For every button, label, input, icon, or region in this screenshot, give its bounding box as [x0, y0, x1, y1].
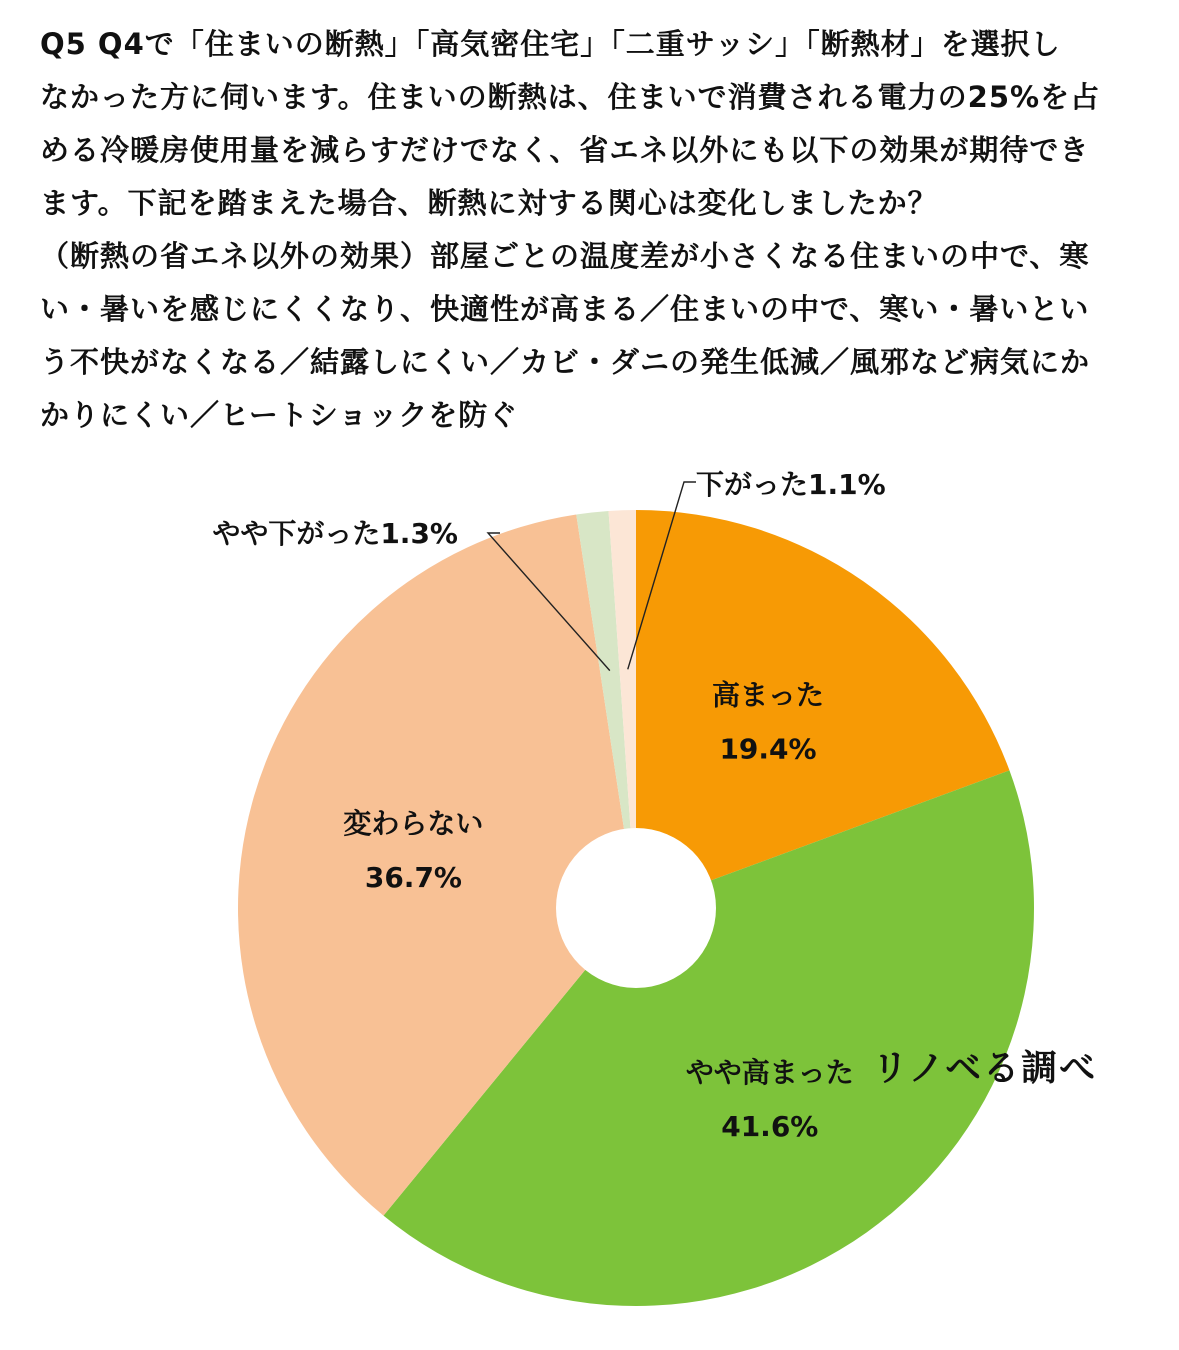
question-line: なかった方に伺います。住まいの断熱は、住まいで消費される電力の25%を占	[40, 80, 1101, 114]
question-line: い・暑いを感じにくくなり、快適性が高まる／住まいの中で、寒い・暑いとい	[40, 292, 1090, 326]
question-line: める冷暖房使用量を減らすだけでなく、省エネ以外にも以下の効果が期待でき	[40, 133, 1090, 167]
source-label: リノベる調べ	[872, 1048, 1098, 1089]
slice-value-label: 36.7%	[364, 860, 462, 894]
slice-label: 変わらない	[343, 806, 484, 840]
question-line: （断熱の省エネ以外の効果）部屋ごとの温度差が小さくなる住まいの中で、寒	[40, 239, 1090, 273]
question-line: う不快がなくなる／結露しにくい／カビ・ダニの発生低減／風邪など病気にか	[40, 345, 1091, 379]
slice-label: やや高まった	[685, 1056, 854, 1090]
question-line: ます。下記を踏まえた場合、断熱に対する関心は変化しましたか？	[40, 186, 938, 220]
question-line: Q5 Q4で「住まいの断熱」「高気密住宅」「二重サッシ」「断熱材」を選択し	[40, 27, 1061, 61]
slice-label: 高まった	[712, 678, 825, 712]
slice-value-label: 41.6%	[721, 1110, 819, 1144]
slice-callout-label: 下がった1.1%	[696, 468, 886, 501]
slice-callout-label: やや下がった1.3%	[212, 517, 458, 550]
donut-hole	[556, 828, 716, 988]
question-line: かりにくい／ヒートショックを防ぐ	[40, 398, 519, 432]
slice-value-label: 19.4%	[719, 732, 817, 766]
